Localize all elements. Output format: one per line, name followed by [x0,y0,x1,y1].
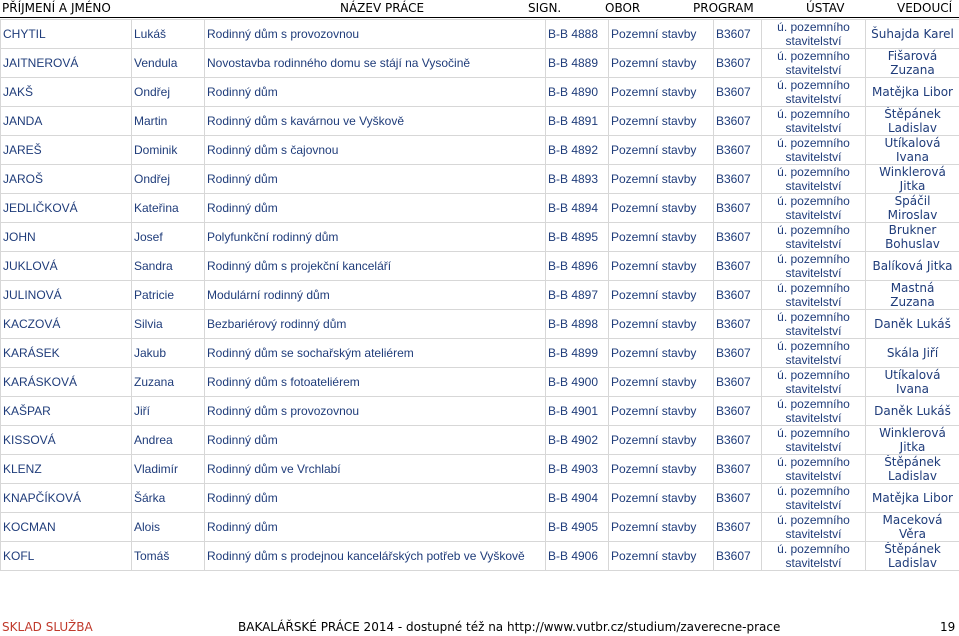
cell-sign: B-B 4899 [546,339,609,368]
cell-department: ú. pozemního stavitelství [762,368,866,397]
cell-department: ú. pozemního stavitelství [762,136,866,165]
cell-field: Pozemní stavby [609,49,714,78]
cell-name: Jakub [132,339,205,368]
cell-program: B3607 [714,78,762,107]
cell-supervisor: Šuhajda Karel [866,20,959,49]
cell-name: Ondřej [132,165,205,194]
table-row [1,397,959,426]
cell-name: Patricie [132,281,205,310]
cell-supervisor: Štěpánek Ladislav [866,107,959,136]
cell-field: Pozemní stavby [609,281,714,310]
cell-program: B3607 [714,223,762,252]
cell-name: Sandra [132,252,205,281]
table-row [1,20,959,49]
cell-supervisor: Maceková Věra [866,513,959,542]
table-row [1,136,959,165]
cell-supervisor: Štěpánek Ladislav [866,542,959,571]
cell-name: Dominik [132,136,205,165]
cell-sign: B-B 4900 [546,368,609,397]
cell-sign: B-B 4888 [546,20,609,49]
cell-department: ú. pozemního stavitelství [762,310,866,339]
cell-program: B3607 [714,310,762,339]
table-row [1,223,959,252]
cell-field: Pozemní stavby [609,397,714,426]
cell-sign: B-B 4904 [546,484,609,513]
cell-name: Josef [132,223,205,252]
cell-supervisor: Skála Jiří [866,339,959,368]
cell-sign: B-B 4897 [546,281,609,310]
cell-department: ú. pozemního stavitelství [762,455,866,484]
cell-field: Pozemní stavby [609,223,714,252]
cell-surname: KOCMAN [1,513,132,542]
cell-field: Pozemní stavby [609,78,714,107]
cell-sign: B-B 4902 [546,426,609,455]
table-row [1,513,959,542]
cell-surname: JULINOVÁ [1,281,132,310]
cell-program: B3607 [714,194,762,223]
cell-surname: CHYTIL [1,20,132,49]
table-row [1,542,959,571]
cell-program: B3607 [714,368,762,397]
cell-department: ú. pozemního stavitelství [762,397,866,426]
cell-name: Vladimír [132,455,205,484]
cell-department: ú. pozemního stavitelství [762,542,866,571]
table-row [1,78,959,107]
cell-name: Kateřina [132,194,205,223]
cell-field: Pozemní stavby [609,426,714,455]
cell-surname: JOHN [1,223,132,252]
table-row [1,455,959,484]
cell-title: Rodinný dům s provozovnou [205,20,546,49]
cell-title: Rodinný dům [205,426,546,455]
cell-department: ú. pozemního stavitelství [762,426,866,455]
cell-sign: B-B 4890 [546,78,609,107]
cell-department: ú. pozemního stavitelství [762,252,866,281]
cell-sign: B-B 4906 [546,542,609,571]
cell-field: Pozemní stavby [609,165,714,194]
cell-sign: B-B 4891 [546,107,609,136]
cell-program: B3607 [714,542,762,571]
table-body [1,20,959,571]
cell-title: Rodinný dům [205,484,546,513]
cell-surname: KACZOVÁ [1,310,132,339]
cell-surname: KISSOVÁ [1,426,132,455]
cell-sign: B-B 4896 [546,252,609,281]
cell-surname: JUKLOVÁ [1,252,132,281]
cell-department: ú. pozemního stavitelství [762,223,866,252]
cell-supervisor: Štěpánek Ladislav [866,455,959,484]
cell-title: Rodinný dům s projekční kanceláří [205,252,546,281]
cell-surname: JEDLIČKOVÁ [1,194,132,223]
cell-supervisor: Winklerová Jitka [866,165,959,194]
cell-surname: KNAPČÍKOVÁ [1,484,132,513]
cell-title: Rodinný dům se sochařským ateliérem [205,339,546,368]
table-row [1,484,959,513]
cell-department: ú. pozemního stavitelství [762,513,866,542]
table-row [1,49,959,78]
cell-title: Novostavba rodinného domu se stájí na Vysočině [205,49,546,78]
cell-surname: KOFL [1,542,132,571]
cell-supervisor: Brukner Bohuslav [866,223,959,252]
cell-name: Šárka [132,484,205,513]
cell-supervisor: Balíková Jitka [866,252,959,281]
cell-field: Pozemní stavby [609,20,714,49]
cell-surname: JAREŠ [1,136,132,165]
thesis-table [0,19,959,571]
cell-title: Rodinný dům [205,194,546,223]
cell-supervisor: Matějka Libor [866,484,959,513]
cell-sign: B-B 4905 [546,513,609,542]
cell-supervisor: Utíkalová Ivana [866,368,959,397]
cell-department: ú. pozemního stavitelství [762,20,866,49]
cell-department: ú. pozemního stavitelství [762,165,866,194]
cell-sign: B-B 4901 [546,397,609,426]
cell-sign: B-B 4892 [546,136,609,165]
cell-program: B3607 [714,397,762,426]
cell-title: Rodinný dům [205,513,546,542]
cell-title: Rodinný dům s prodejnou kancelářských potřeb ve Vyškově [205,542,546,571]
cell-program: B3607 [714,513,762,542]
table-row [1,426,959,455]
table-row [1,194,959,223]
cell-field: Pozemní stavby [609,194,714,223]
cell-program: B3607 [714,20,762,49]
cell-department: ú. pozemního stavitelství [762,281,866,310]
cell-supervisor: Winklerová Jitka [866,426,959,455]
cell-field: Pozemní stavby [609,368,714,397]
page-number: 19 [940,620,956,634]
cell-supervisor: Mastná Zuzana [866,281,959,310]
cell-title: Rodinný dům [205,78,546,107]
header-program: PROGRAM [693,1,754,15]
cell-name: Martin [132,107,205,136]
cell-name: Alois [132,513,205,542]
cell-field: Pozemní stavby [609,542,714,571]
cell-name: Andrea [132,426,205,455]
cell-surname: JAROŠ [1,165,132,194]
cell-supervisor: Daněk Lukáš [866,310,959,339]
cell-program: B3607 [714,339,762,368]
cell-program: B3607 [714,426,762,455]
cell-program: B3607 [714,281,762,310]
header-title: NÁZEV PRÁCE [340,1,425,15]
cell-title: Rodinný dům s čajovnou [205,136,546,165]
cell-name: Zuzana [132,368,205,397]
cell-field: Pozemní stavby [609,310,714,339]
header-supervisor: VEDOUCÍ [897,1,953,15]
cell-sign: B-B 4894 [546,194,609,223]
cell-name: Ondřej [132,78,205,107]
cell-title: Rodinný dům [205,165,546,194]
cell-surname: JAKŠ [1,78,132,107]
cell-field: Pozemní stavby [609,484,714,513]
table-row [1,339,959,368]
cell-supervisor: Spáčil Miroslav [866,194,959,223]
cell-program: B3607 [714,165,762,194]
cell-title: Polyfunkční rodinný dům [205,223,546,252]
cell-title: Rodinný dům s fotoateliérem [205,368,546,397]
cell-sign: B-B 4893 [546,165,609,194]
cell-department: ú. pozemního stavitelství [762,49,866,78]
cell-name: Tomáš [132,542,205,571]
table-row [1,310,959,339]
cell-program: B3607 [714,136,762,165]
header-surname-name: PŘÍJMENÍ A JMÉNO [2,1,111,15]
table-row [1,165,959,194]
cell-department: ú. pozemního stavitelství [762,194,866,223]
cell-supervisor: Fišarová Zuzana [866,49,959,78]
cell-supervisor: Utíkalová Ivana [866,136,959,165]
cell-surname: KARÁSEK [1,339,132,368]
cell-field: Pozemní stavby [609,513,714,542]
table-row [1,252,959,281]
table-row [1,281,959,310]
cell-supervisor: Daněk Lukáš [866,397,959,426]
cell-program: B3607 [714,49,762,78]
cell-surname: KLENZ [1,455,132,484]
cell-program: B3607 [714,107,762,136]
cell-supervisor: Matějka Libor [866,78,959,107]
cell-sign: B-B 4898 [546,310,609,339]
cell-surname: KARÁSKOVÁ [1,368,132,397]
cell-name: Silvia [132,310,205,339]
cell-field: Pozemní stavby [609,107,714,136]
header-dept: ÚSTAV [806,1,845,15]
cell-program: B3607 [714,484,762,513]
cell-sign: B-B 4889 [546,49,609,78]
cell-name: Jiří [132,397,205,426]
column-header [0,0,959,18]
cell-sign: B-B 4895 [546,223,609,252]
cell-surname: KAŠPAR [1,397,132,426]
cell-name: Vendula [132,49,205,78]
cell-department: ú. pozemního stavitelství [762,107,866,136]
cell-program: B3607 [714,455,762,484]
footer-left: SKLAD SLUŽBA [2,620,93,634]
table-row [1,107,959,136]
cell-title: Bezbariérový rodinný dům [205,310,546,339]
cell-field: Pozemní stavby [609,252,714,281]
cell-program: B3607 [714,252,762,281]
cell-surname: JANDA [1,107,132,136]
header-sign: SIGN. [528,1,562,15]
cell-field: Pozemní stavby [609,136,714,165]
cell-department: ú. pozemního stavitelství [762,484,866,513]
cell-title: Modulární rodinný dům [205,281,546,310]
cell-title: Rodinný dům ve Vrchlabí [205,455,546,484]
header-field: OBOR [605,1,641,15]
page-footer [0,614,959,636]
table-row [1,368,959,397]
cell-field: Pozemní stavby [609,455,714,484]
cell-sign: B-B 4903 [546,455,609,484]
cell-department: ú. pozemního stavitelství [762,78,866,107]
cell-title: Rodinný dům s provozovnou [205,397,546,426]
cell-department: ú. pozemního stavitelství [762,339,866,368]
cell-title: Rodinný dům s kavárnou ve Vyškově [205,107,546,136]
cell-surname: JAITNEROVÁ [1,49,132,78]
cell-field: Pozemní stavby [609,339,714,368]
cell-name: Lukáš [132,20,205,49]
footer-middle: BAKALÁŘSKÉ PRÁCE 2014 - dostupné též na http://www.vutbr.cz/studium/zaverecne-prace [238,620,781,634]
